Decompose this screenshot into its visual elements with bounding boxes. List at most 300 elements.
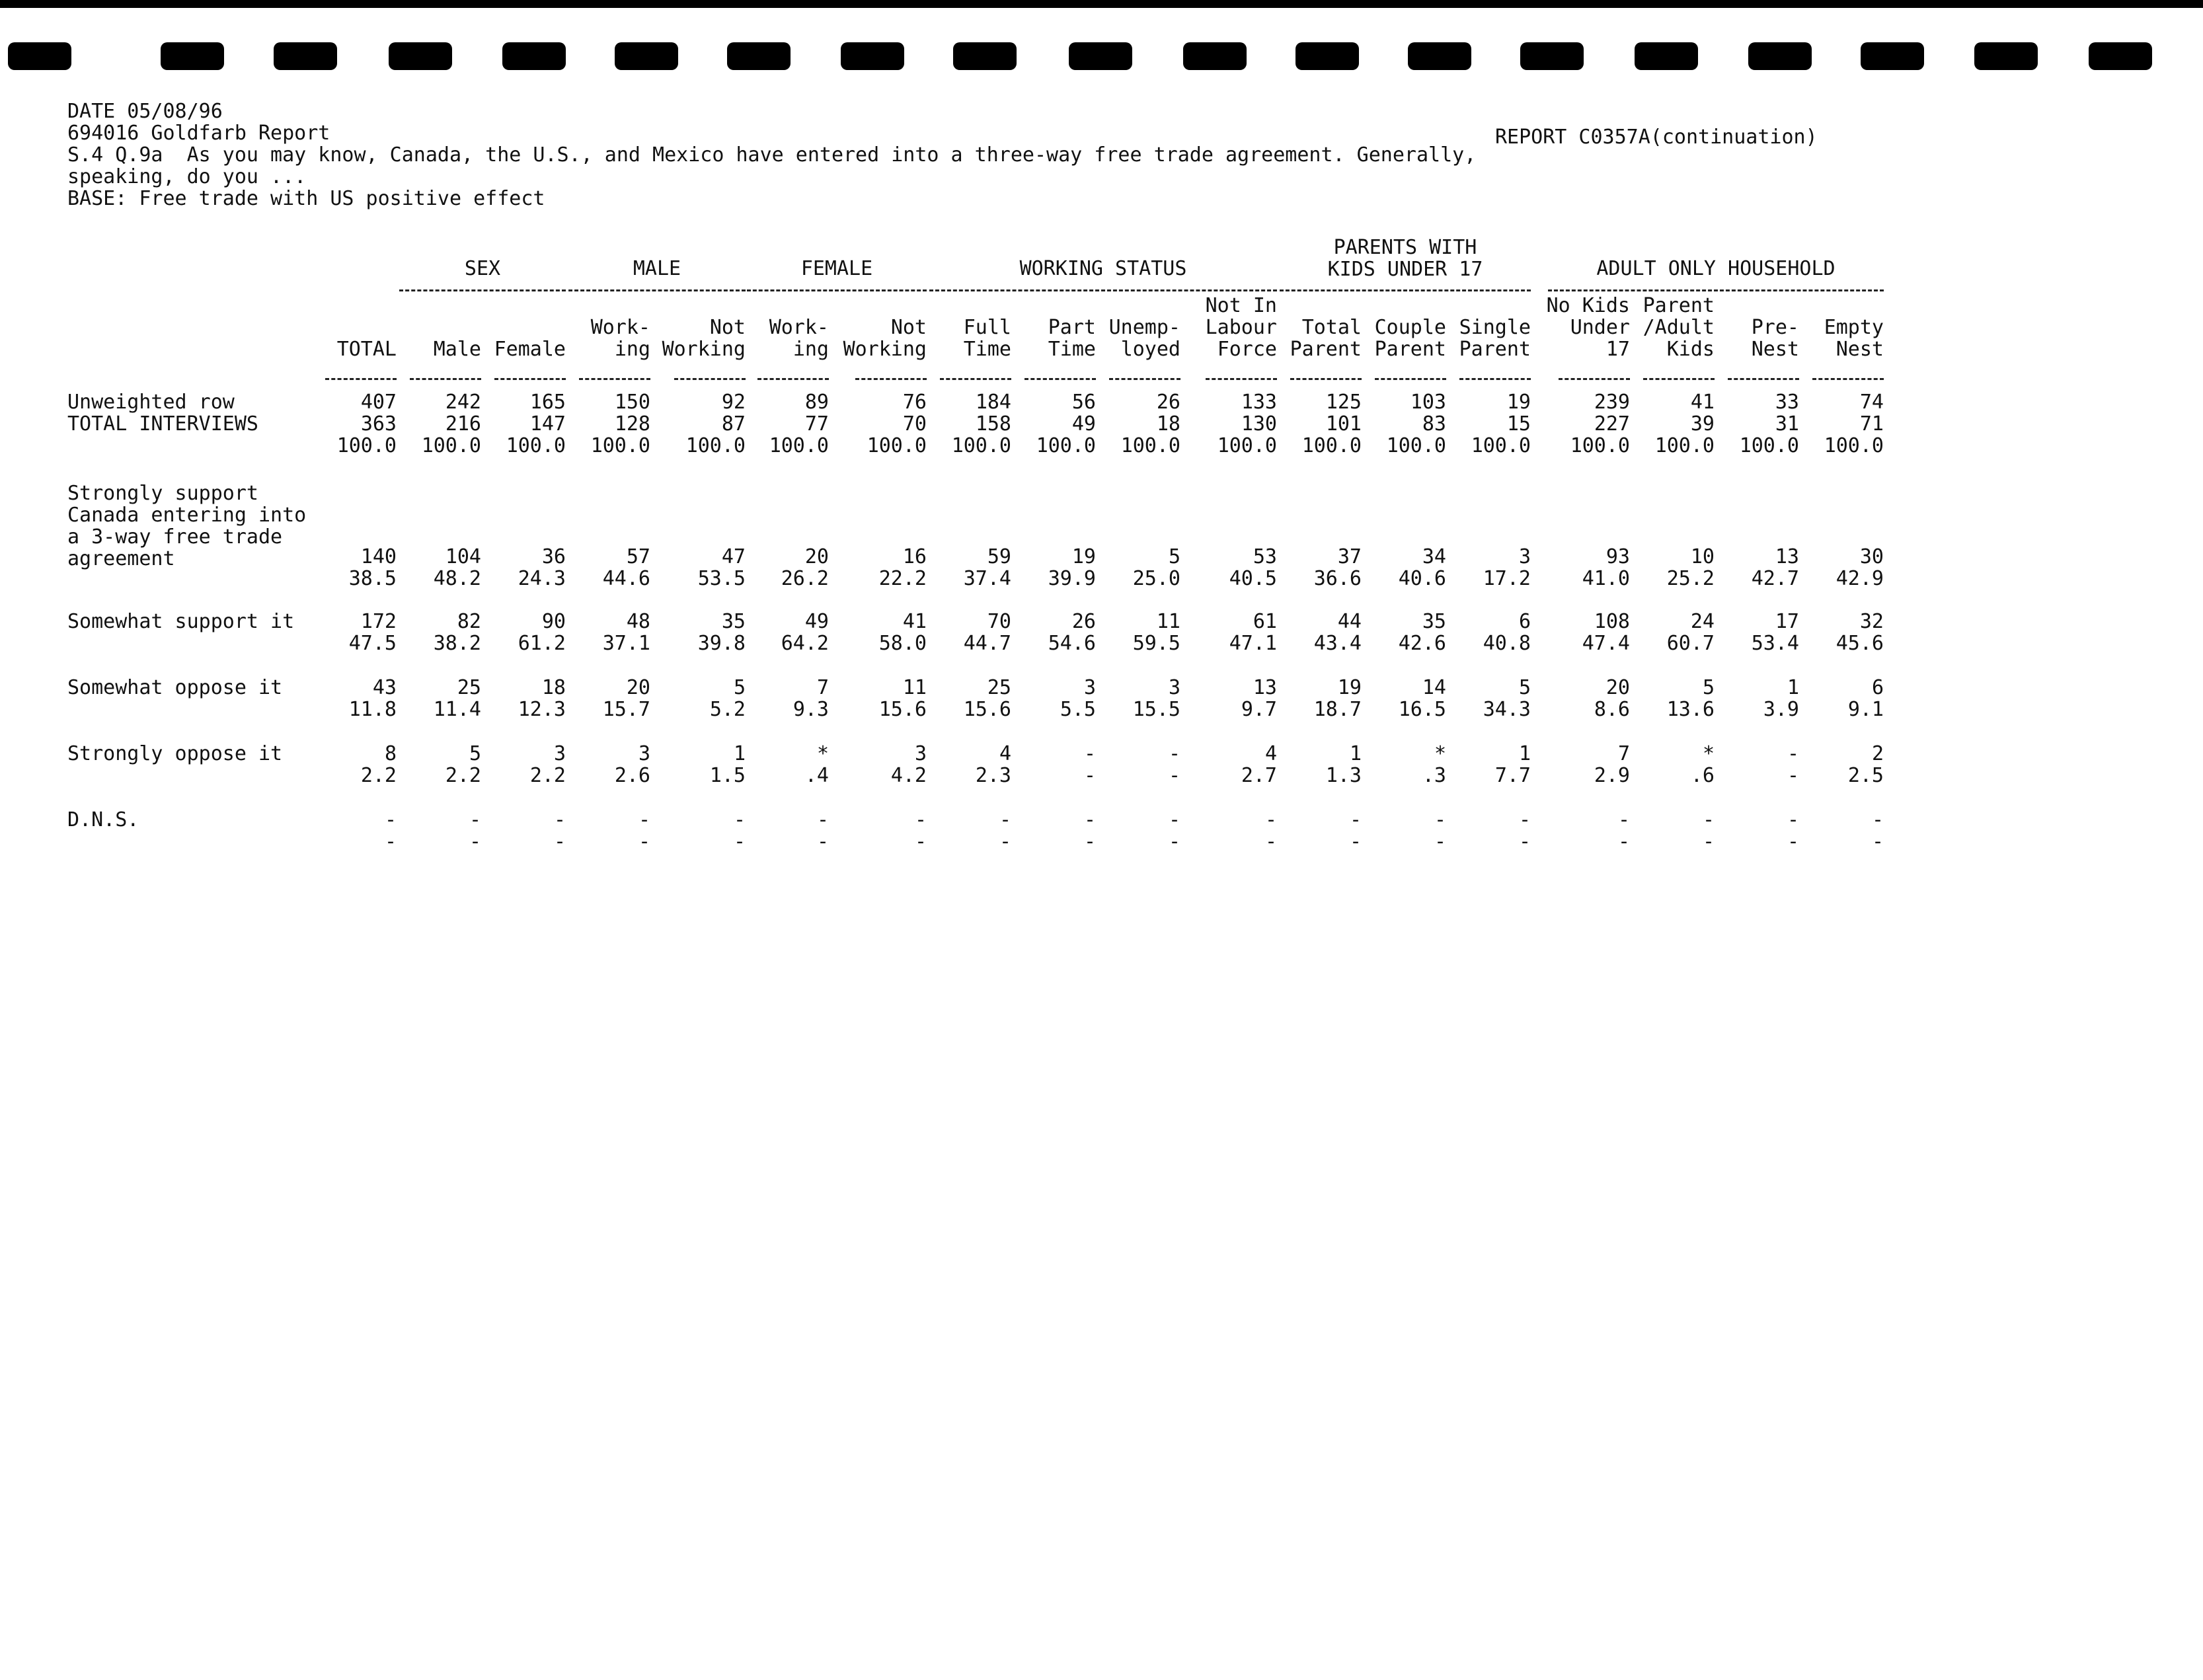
table-cell: 44.7 (963, 632, 1011, 655)
table-cell: 16.5 (1398, 698, 1446, 721)
table-cell: 3 (1168, 676, 1180, 699)
table-cell: 64.2 (781, 632, 829, 655)
table-cell: 9.7 (1241, 698, 1277, 721)
table-cell: 100.0 (1217, 434, 1277, 457)
table-cell: 2.9 (1594, 764, 1630, 787)
table-cell: 5 (1518, 676, 1531, 699)
table-cell: 100.0 (506, 434, 566, 457)
table-cell: 15 (1506, 412, 1531, 436)
table-cell: 15.7 (602, 698, 650, 721)
table-cell: 16 (902, 545, 927, 568)
table-cell: 7 (816, 676, 829, 699)
table-cell: 24.3 (518, 567, 566, 590)
table-cell: 92 (721, 391, 746, 414)
table-cell: 45.6 (1836, 632, 1884, 655)
table-cell: - (1264, 830, 1277, 853)
tractor-feed-holes (0, 37, 2203, 74)
row-label: Somewhat oppose it (67, 676, 283, 699)
table-cell: - (1349, 808, 1362, 831)
feed-hole (502, 42, 566, 70)
feed-hole (727, 42, 791, 70)
table-cell: 87 (721, 412, 746, 436)
table-cell: 100.0 (1120, 434, 1180, 457)
report-header (67, 100, 1476, 210)
table-cell: 44 (1337, 610, 1362, 633)
table-cell: 71 (1859, 412, 1884, 436)
table-cell: 26 (1071, 610, 1096, 633)
table-cell: .3 (1422, 764, 1446, 787)
table-cell: 147 (529, 412, 566, 436)
table-cell: 2.6 (614, 764, 650, 787)
table-cell: 54.6 (1048, 632, 1096, 655)
table-cell: 3 (553, 742, 566, 765)
column-header-rule (1290, 378, 1362, 380)
table-cell: 7.7 (1494, 764, 1531, 787)
table-cell: 100.0 (1386, 434, 1446, 457)
table-cell: 100.0 (1570, 434, 1630, 457)
table-cell: 93 (1605, 545, 1630, 568)
table-cell: 1 (1518, 742, 1531, 765)
feed-hole (2089, 42, 2152, 70)
table-cell: - (1349, 830, 1362, 853)
column-header: Not Working (662, 316, 746, 361)
table-cell: 128 (614, 412, 650, 436)
table-cell: 2.5 (1847, 764, 1884, 787)
table-cell: - (638, 808, 650, 831)
table-cell: 53 (1253, 545, 1277, 568)
table-cell: 5.5 (1060, 698, 1096, 721)
table-cell: - (638, 830, 650, 853)
table-cell: 39 (1690, 412, 1715, 436)
table-cell: - (914, 808, 927, 831)
column-header: Not In Labour Force (1205, 294, 1277, 361)
table-cell: 100.0 (867, 434, 927, 457)
table-cell: 59.5 (1132, 632, 1180, 655)
table-cell: - (553, 830, 566, 853)
table-cell: 47.4 (1582, 632, 1630, 655)
table-cell: 47.1 (1229, 632, 1277, 655)
table-cell: 74 (1859, 391, 1884, 414)
table-cell: 47.5 (348, 632, 397, 655)
table-cell: 1 (1349, 742, 1362, 765)
table-cell: 25 (457, 676, 481, 699)
table-cell: 20 (626, 676, 650, 699)
group-header-rule (747, 289, 927, 291)
table-cell: 26.2 (781, 567, 829, 590)
table-cell: 11 (1156, 610, 1180, 633)
table-cell: 25.0 (1132, 567, 1180, 590)
table-cell: 42.9 (1836, 567, 1884, 590)
table-cell: 100.0 (951, 434, 1011, 457)
table-cell: - (1617, 808, 1630, 831)
table-cell: 11 (902, 676, 927, 699)
group-header: SEX (464, 257, 501, 280)
table-cell: 30 (1859, 545, 1884, 568)
table-cell: 18 (1156, 412, 1180, 436)
table-cell: 140 (360, 545, 397, 568)
report-id: REPORT C0357A(continuation) (1495, 126, 1818, 149)
group-header-rule (929, 289, 1277, 291)
table-cell: 77 (804, 412, 829, 436)
table-cell: 239 (1594, 391, 1630, 414)
table-cell: - (1787, 764, 1799, 787)
table-cell: 56 (1071, 391, 1096, 414)
table-cell: 41 (1690, 391, 1715, 414)
feed-hole (1861, 42, 1924, 70)
table-cell: * (1702, 742, 1715, 765)
table-cell: 22.2 (878, 567, 927, 590)
feed-hole (8, 42, 71, 70)
table-cell: 125 (1325, 391, 1362, 414)
table-cell: 9.3 (792, 698, 829, 721)
table-cell: 49 (1071, 412, 1096, 436)
table-cell: - (914, 830, 927, 853)
table-cell: 4.2 (890, 764, 927, 787)
column-header: Total Parent (1290, 316, 1362, 361)
table-cell: 38.2 (433, 632, 481, 655)
table-cell: - (1083, 764, 1096, 787)
table-cell: 43 (372, 676, 397, 699)
table-cell: 2.7 (1241, 764, 1277, 787)
feed-hole (953, 42, 1017, 70)
table-cell: 6 (1518, 610, 1531, 633)
table-cell: - (1168, 808, 1180, 831)
table-cell: - (1787, 830, 1799, 853)
table-cell: 48.2 (433, 567, 481, 590)
table-cell: 42.6 (1398, 632, 1446, 655)
table-cell: 103 (1410, 391, 1446, 414)
table-cell: 48 (626, 610, 650, 633)
group-header: PARENTS WITH KIDS UNDER 17 (1327, 236, 1483, 281)
column-header: Empty Nest (1824, 316, 1884, 361)
question-text-line-2: speaking, do you ... (67, 165, 307, 188)
table-cell: 100.0 (336, 434, 397, 457)
table-cell: 20 (1605, 676, 1630, 699)
table-cell: 10 (1690, 545, 1715, 568)
table-cell: 8 (384, 742, 397, 765)
table-cell: - (384, 808, 397, 831)
table-cell: 5 (1702, 676, 1715, 699)
table-cell: - (1434, 830, 1446, 853)
table-cell: 18.7 (1313, 698, 1362, 721)
table-cell: 25 (987, 676, 1011, 699)
table-cell: 53.4 (1751, 632, 1799, 655)
table-cell: 100.0 (1471, 434, 1531, 457)
table-cell: 100.0 (421, 434, 481, 457)
table-cell: 42.7 (1751, 567, 1799, 590)
table-cell: 108 (1594, 610, 1630, 633)
row-label: D.N.S. (67, 808, 139, 831)
table-cell: .4 (804, 764, 829, 787)
column-header-rule (1643, 378, 1715, 380)
table-cell: 9.1 (1847, 698, 1884, 721)
table-cell: 100.0 (685, 434, 746, 457)
table-cell: - (469, 808, 481, 831)
table-cell: 2.2 (360, 764, 397, 787)
table-cell: 40.8 (1483, 632, 1531, 655)
table-cell: 5 (1168, 545, 1180, 568)
table-cell: 18 (541, 676, 566, 699)
row-label: Strongly support Canada entering into a 3-way free trade agreement (67, 482, 307, 570)
table-cell: 41 (902, 610, 927, 633)
table-cell: 35 (721, 610, 746, 633)
table-cell: - (1871, 830, 1884, 853)
group-header: WORKING STATUS (1019, 257, 1187, 280)
table-cell: - (469, 830, 481, 853)
column-header-rule (674, 378, 746, 380)
column-header-rule (1206, 378, 1277, 380)
table-cell: 90 (541, 610, 566, 633)
table-cell: 2 (1871, 742, 1884, 765)
table-cell: 133 (1241, 391, 1277, 414)
table-cell: 5 (469, 742, 481, 765)
table-cell: - (1083, 742, 1096, 765)
table-cell: 24 (1690, 610, 1715, 633)
group-header-rule (568, 289, 746, 291)
table-cell: 100.0 (1036, 434, 1096, 457)
column-header-rule (579, 378, 650, 380)
row-label: Strongly oppose it (67, 742, 283, 765)
table-cell: 82 (457, 610, 481, 633)
feed-hole (161, 42, 224, 70)
feed-hole (389, 42, 452, 70)
table-cell: - (1702, 808, 1715, 831)
table-cell: - (1083, 808, 1096, 831)
column-header-rule (1109, 378, 1180, 380)
feed-hole (1635, 42, 1698, 70)
feed-hole (1748, 42, 1812, 70)
table-cell: 70 (987, 610, 1011, 633)
table-cell: 11.8 (348, 698, 397, 721)
column-header-rule (940, 378, 1011, 380)
column-header: Not Working (843, 316, 927, 361)
feed-hole (615, 42, 678, 70)
table-cell: 130 (1241, 412, 1277, 436)
column-header-rule (1812, 378, 1884, 380)
table-cell: 100.0 (769, 434, 829, 457)
table-cell: 100.0 (1301, 434, 1362, 457)
table-cell: 37.1 (602, 632, 650, 655)
table-cell: 242 (445, 391, 481, 414)
table-cell: 100.0 (1739, 434, 1799, 457)
table-cell: - (1518, 808, 1531, 831)
table-cell: 100.0 (1824, 434, 1884, 457)
table-cell: 14 (1422, 676, 1446, 699)
table-cell: 184 (975, 391, 1011, 414)
column-header-rule (855, 378, 927, 380)
table-cell: 172 (360, 610, 397, 633)
table-cell: - (1702, 830, 1715, 853)
table-cell: 13 (1253, 676, 1277, 699)
table-cell: - (1787, 742, 1799, 765)
table-cell: 1.5 (709, 764, 746, 787)
table-cell: 38.5 (348, 567, 397, 590)
table-cell: - (733, 808, 746, 831)
column-header: Work- ing (769, 316, 829, 361)
table-cell: 2.3 (975, 764, 1011, 787)
table-cell: 2.2 (529, 764, 566, 787)
table-cell: - (1168, 830, 1180, 853)
feed-hole (1974, 42, 2038, 70)
table-cell: 8.6 (1594, 698, 1630, 721)
table-cell: 60.7 (1666, 632, 1715, 655)
table-cell: - (1083, 830, 1096, 853)
column-header-rule (1728, 378, 1799, 380)
row-label: Somewhat support it (67, 610, 295, 633)
table-cell: 17.2 (1483, 567, 1531, 590)
table-cell: 19 (1337, 676, 1362, 699)
table-cell: 39.9 (1048, 567, 1096, 590)
table-cell: 4 (1264, 742, 1277, 765)
column-header-rule (1375, 378, 1446, 380)
table-cell: 100.0 (590, 434, 650, 457)
table-cell: 4 (999, 742, 1011, 765)
column-header-rule (494, 378, 566, 380)
table-cell: - (1518, 830, 1531, 853)
table-cell: 5.2 (709, 698, 746, 721)
table-cell: 11.4 (433, 698, 481, 721)
column-header: No Kids Under 17 (1546, 294, 1630, 361)
table-cell: 61 (1253, 610, 1277, 633)
column-header-rule (325, 378, 397, 380)
row-label: Unweighted row TOTAL INTERVIEWS (67, 391, 258, 436)
table-cell: 13.6 (1666, 698, 1715, 721)
table-cell: 1.3 (1325, 764, 1362, 787)
table-cell: 104 (445, 545, 481, 568)
question-text-line-1: S.4 Q.9a As you may know, Canada, the U.S., and Mexico have entered into a three-way free trade agreement. Generally, (67, 143, 1477, 167)
group-header-rule (1280, 289, 1531, 291)
table-cell: 37 (1337, 545, 1362, 568)
table-cell: 15.6 (878, 698, 927, 721)
table-cell: 35 (1422, 610, 1446, 633)
column-header-rule (757, 378, 829, 380)
group-header: MALE (633, 257, 681, 280)
table-cell: 13 (1775, 545, 1799, 568)
table-cell: 158 (975, 412, 1011, 436)
table-cell: 3 (1083, 676, 1096, 699)
column-header: Part Time (1048, 316, 1096, 361)
table-cell: 44.6 (602, 567, 650, 590)
table-cell: 36 (541, 545, 566, 568)
column-header-rule (410, 378, 481, 380)
table-cell: 41.0 (1582, 567, 1630, 590)
feed-hole (1069, 42, 1132, 70)
table-cell: - (1787, 808, 1799, 831)
table-cell: 407 (360, 391, 397, 414)
table-cell: 34.3 (1483, 698, 1531, 721)
table-cell: 15.6 (963, 698, 1011, 721)
column-header: Unemp- loyed (1108, 316, 1180, 361)
group-header: ADULT ONLY HOUSEHOLD (1596, 257, 1836, 280)
table-cell: 165 (529, 391, 566, 414)
table-cell: 19 (1506, 391, 1531, 414)
column-header-rule (1459, 378, 1531, 380)
table-cell: 20 (804, 545, 829, 568)
column-header: TOTAL (336, 338, 397, 361)
column-header-rule (1024, 378, 1096, 380)
column-header: Single Parent (1459, 316, 1531, 361)
column-header-rule (1559, 378, 1630, 380)
table-cell: 100.0 (1654, 434, 1715, 457)
table-cell: 32 (1859, 610, 1884, 633)
table-cell: .6 (1690, 764, 1715, 787)
table-cell: 25.2 (1666, 567, 1715, 590)
table-cell: 40.5 (1229, 567, 1277, 590)
table-cell: 3 (638, 742, 650, 765)
table-cell: - (816, 808, 829, 831)
table-cell: 31 (1775, 412, 1799, 436)
table-cell: - (384, 830, 397, 853)
table-cell: 58.0 (878, 632, 927, 655)
table-cell: 6 (1871, 676, 1884, 699)
report-date: DATE 05/08/96 (67, 100, 223, 123)
table-cell: - (1168, 742, 1180, 765)
table-cell: 37.4 (963, 567, 1011, 590)
column-header: Parent /Adult Kids (1643, 294, 1715, 361)
table-cell: - (1617, 830, 1630, 853)
table-cell: 57 (626, 545, 650, 568)
table-cell: - (999, 808, 1011, 831)
table-cell: - (999, 830, 1011, 853)
table-cell: - (1434, 808, 1446, 831)
table-cell: 59 (987, 545, 1011, 568)
table-cell: 33 (1775, 391, 1799, 414)
feed-hole (1408, 42, 1471, 70)
table-cell: 49 (804, 610, 829, 633)
table-cell: 19 (1071, 545, 1096, 568)
table-cell: 12.3 (518, 698, 566, 721)
feed-hole (841, 42, 904, 70)
table-cell: 83 (1422, 412, 1446, 436)
group-header-rule (399, 289, 566, 291)
table-cell: 36.6 (1313, 567, 1362, 590)
table-cell: 2.2 (445, 764, 481, 787)
table-cell: 363 (360, 412, 397, 436)
table-cell: 43.4 (1313, 632, 1362, 655)
feed-hole (274, 42, 337, 70)
table-cell: 34 (1422, 545, 1446, 568)
table-cell: - (733, 830, 746, 853)
base-description: BASE: Free trade with US positive effect (67, 187, 545, 210)
table-cell: 39.8 (697, 632, 746, 655)
scan-top-edge (0, 0, 2203, 8)
group-header-rule (1548, 289, 1884, 291)
table-cell: * (816, 742, 829, 765)
table-cell: 3.9 (1763, 698, 1799, 721)
feed-hole (1520, 42, 1584, 70)
table-cell: 76 (902, 391, 927, 414)
column-header: Full Time (963, 316, 1011, 361)
table-cell: 53.5 (697, 567, 746, 590)
table-cell: 5 (733, 676, 746, 699)
table-cell: - (1168, 764, 1180, 787)
column-header: Female (494, 338, 566, 361)
table-cell: 216 (445, 412, 481, 436)
table-cell: 61.2 (518, 632, 566, 655)
table-cell: - (553, 808, 566, 831)
report-name: 694016 Goldfarb Report (67, 122, 330, 145)
group-header: FEMALE (800, 257, 873, 280)
table-cell: 70 (902, 412, 927, 436)
table-cell: - (816, 830, 829, 853)
feed-hole (1183, 42, 1247, 70)
table-cell: 15.5 (1132, 698, 1180, 721)
table-cell: 227 (1594, 412, 1630, 436)
column-header: Couple Parent (1374, 316, 1446, 361)
table-cell: 47 (721, 545, 746, 568)
table-cell: 7 (1617, 742, 1630, 765)
table-cell: 3 (914, 742, 927, 765)
